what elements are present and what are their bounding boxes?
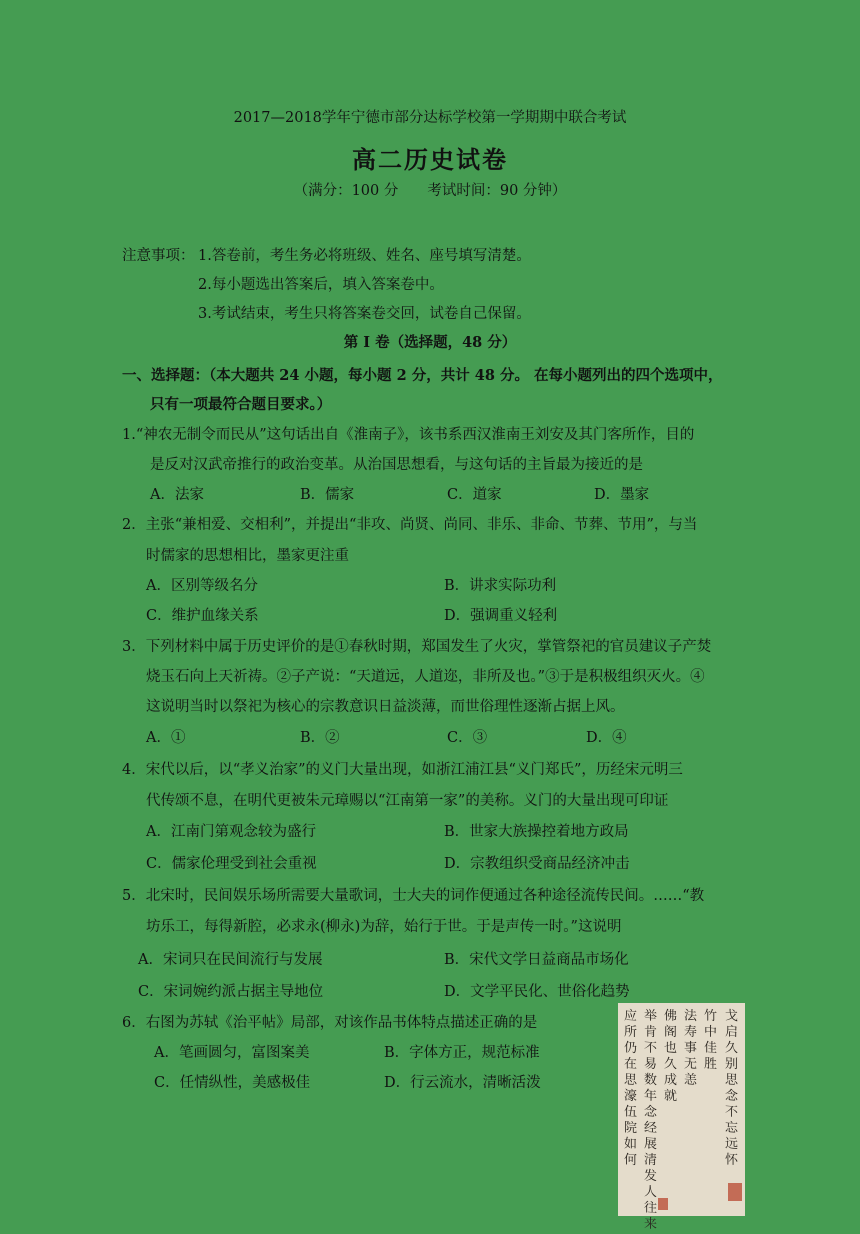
- option-c: C．道家: [447, 487, 502, 503]
- option-a: A．①: [146, 730, 186, 746]
- question-line: 这说明当时以祭祀为核心的宗教意识日益淡薄，而世俗理性逐渐占据上风。: [146, 699, 625, 715]
- option-c: C．③: [447, 730, 488, 746]
- question-line: 时儒家的思想相比，墨家更注重: [146, 548, 349, 564]
- option-b: B．字体方正，规范标准: [384, 1045, 540, 1061]
- question-line: 烧玉石向上天祈祷。②子产说：“天道远，人道迩，非所及也。”③于是积极组织灭火。④: [146, 669, 705, 685]
- option-d: D．④: [586, 730, 627, 746]
- exam-title-line: 2017—2018学年宁德市部分达标学校第一学期期中联合考试: [233, 110, 627, 126]
- question-line: 5．北宋时，民间娱乐场所需要大量歌词，士大夫的词作便通过各种途径流传民间。……“教: [122, 888, 705, 904]
- option-a: A．区别等级名分: [146, 578, 258, 594]
- calligraphy-column: 戈启久别思念不忘远怀: [725, 1008, 739, 1169]
- seal-stamp: [728, 1183, 742, 1201]
- option-b: B．世家大族操控着地方政局: [444, 824, 629, 840]
- option-d: D．宗教组织受商品经济冲击: [444, 856, 630, 872]
- option-c: C．维护血缘关系: [146, 608, 259, 624]
- option-a: A．江南门第观念较为盛行: [146, 824, 316, 840]
- option-a: A．笔画圆匀，富图案美: [154, 1045, 310, 1061]
- notes-label: 注意事项：: [122, 248, 195, 264]
- calligraphy-image: [618, 1003, 745, 1233]
- section-instruction-1: 一、选择题：（本大题共 24 小题，每小题 2 分，共计 48 分。 在每小题列出的四个选项中，: [122, 367, 723, 384]
- calligraphy-column: 举肯不易数年念经展清发人往来: [644, 1008, 658, 1233]
- option-d: D．文学平民化、世俗化趋势: [444, 984, 630, 1000]
- option-c: C．任情纵性，美感极佳: [154, 1075, 311, 1091]
- question-line: 1.“神农无制令而民从”这句话出自《淮南子》，该书系西汉淮南王刘安及其门客所作，目的: [122, 427, 695, 443]
- option-b: B．宋代文学日益商品市场化: [444, 952, 629, 968]
- option-a: A．法家: [150, 487, 204, 503]
- note-item-3: 3.考试结束，考生只将答案卷交回，试卷自己保留。: [198, 306, 531, 322]
- exam-info: （满分：100 分 考试时间：90 分钟）: [293, 183, 567, 199]
- option-b: B．②: [300, 730, 340, 746]
- question-line: 4．宋代以后，以“孝义治家”的义门大量出现，如浙江浦江县“义门郑氏”，历经宋元明三: [122, 762, 683, 778]
- calligraphy-column: 竹中佳胜: [704, 1008, 718, 1073]
- page-title: 高二历史试卷: [352, 145, 508, 174]
- question-line: 坊乐工，每得新腔，必求永(柳永)为辞，始行于世。于是声传一时。”这说明: [146, 919, 622, 935]
- option-a: A．宋词只在民间流行与发展: [138, 952, 323, 968]
- question-line: 6．右图为苏轼《治平帖》局部，对该作品书体特点描述正确的是: [122, 1015, 538, 1031]
- calligraphy-column: 佛阁也久成就: [664, 1008, 678, 1105]
- note-item-1: 1.答卷前，考生务必将班级、姓名、座号填写清楚。: [198, 248, 531, 264]
- question-line: 是反对汉武帝推行的政治变革。从治国思想看，与这句话的主旨最为接近的是: [150, 457, 643, 473]
- section-heading: 第 I 卷（选择题，48 分）: [343, 334, 517, 351]
- question-line: 2．主张“兼相爱、交相利”，并提出“非攻、尚贤、尚同、非乐、非命、节葬、节用”，与当: [122, 517, 698, 533]
- option-b: B．儒家: [300, 487, 355, 503]
- option-c: C．宋词婉约派占据主导地位: [138, 984, 324, 1000]
- calligraphy-column: 应所仍在思濠伍院如何: [624, 1008, 638, 1169]
- option-d: D．行云流水，清晰活泼: [384, 1075, 541, 1091]
- calligraphy-column: 法寿事无恙: [684, 1008, 698, 1089]
- question-line: 代传颂不息，在明代更被朱元璋赐以“江南第一家”的美称。义门的大量出现可印证: [146, 793, 669, 809]
- section-instruction-2: 只有一项最符合题目要求。）: [150, 396, 332, 413]
- question-line: 3．下列材料中属于历史评价的是①春秋时期，郑国发生了火灾，掌管祭祀的官员建议子产焚: [122, 639, 712, 655]
- option-b: B．讲求实际功利: [444, 578, 557, 594]
- option-d: D．墨家: [594, 487, 650, 503]
- option-c: C．儒家伦理受到社会重视: [146, 856, 317, 872]
- option-d: D．强调重义轻利: [444, 608, 558, 624]
- note-item-2: 2.每小题选出答案后，填入答案卷中。: [198, 277, 444, 293]
- seal-stamp: [658, 1198, 668, 1210]
